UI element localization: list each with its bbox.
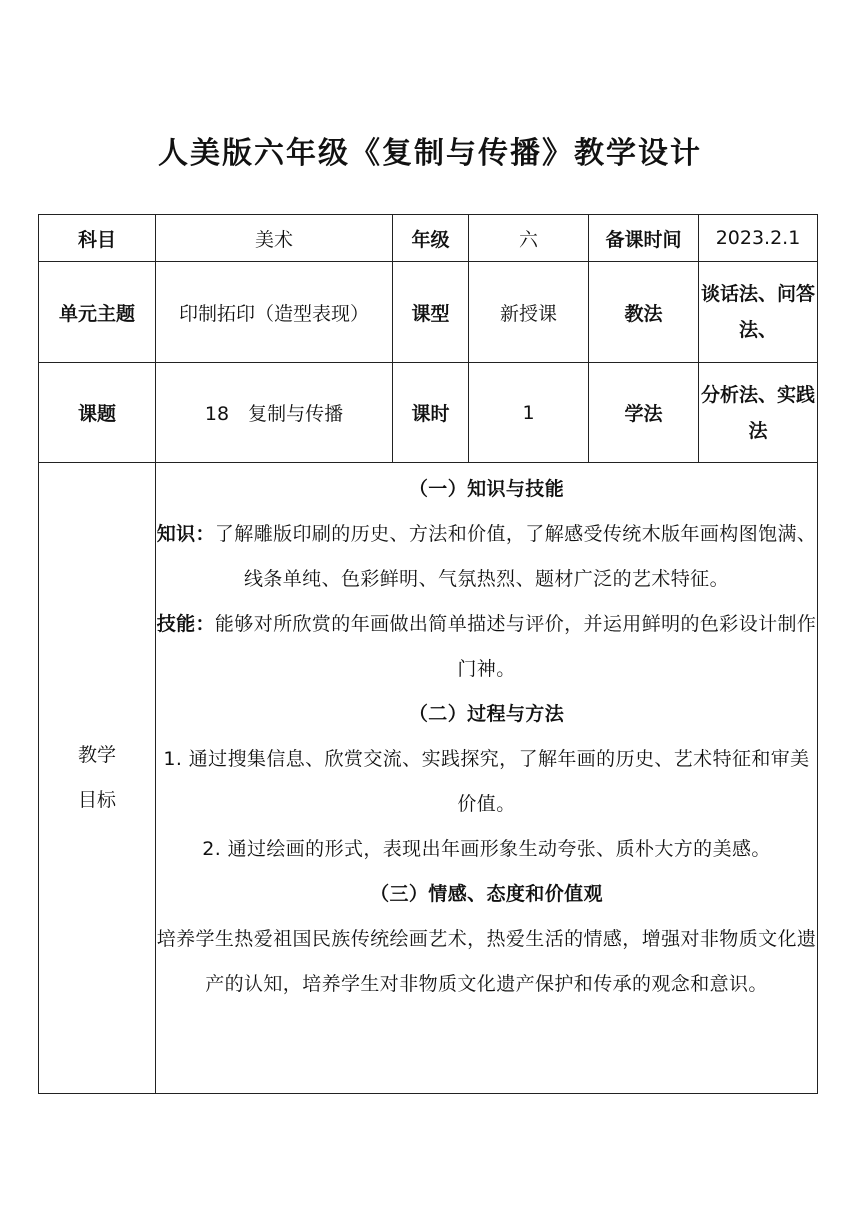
lesson-type-label: 课型 (393, 262, 469, 363)
table-row (39, 463, 818, 1094)
objectives-content-cell (156, 463, 818, 1094)
objectives-label-cell (39, 463, 156, 1094)
process-item-1: 1. 通过搜集信息、欣赏交流、实践探究，了解年画的历史、艺术特征和审美价值。 (163, 748, 810, 815)
process-item-2: 2. 通过绘画的形式，表现出年画形象生动夸张、质朴大方的美感。 (202, 838, 771, 860)
skill-paragraph (156, 602, 817, 692)
prep-time-label: 备课时间 (589, 215, 699, 262)
skill-label: 技能： (156, 613, 215, 635)
skill-text: 能够对所欣赏的年画做出简单描述与评价，并运用鲜明的色彩设计制作门神。 (214, 613, 817, 680)
unit-theme-label: 单元主题 (39, 262, 156, 363)
subject-label: 科目 (39, 215, 156, 262)
learning-method-value: 分析法、实践法 (699, 363, 818, 463)
subject-value: 美术 (156, 215, 393, 262)
section1-heading: （一）知识与技能 (408, 478, 565, 500)
class-hours-label: 课时 (393, 363, 469, 463)
table-row (39, 262, 818, 363)
class-hours-value: 1 (469, 363, 589, 463)
objectives-label-line1: 教学 (77, 744, 116, 766)
unit-theme-value: 印制拓印（造型表现） (156, 262, 393, 363)
teaching-method-label: 教法 (589, 262, 699, 363)
knowledge-paragraph (156, 512, 817, 602)
grade-value: 六 (469, 215, 589, 262)
teaching-method-value: 谈话法、问答法、 (699, 262, 818, 363)
lesson-type-value: 新授课 (469, 262, 589, 363)
objectives-label-line2: 目标 (77, 789, 116, 811)
knowledge-text: 了解雕版印刷的历史、方法和价值，了解感受传统木版年画构图饱满、线条单纯、色彩鲜明、气氛热烈、题材广泛的艺术特征。 (214, 523, 817, 590)
learning-method-label: 学法 (589, 363, 699, 463)
prep-time-value: 2023.2.1 (699, 215, 818, 262)
table-row (39, 363, 818, 463)
grade-label: 年级 (393, 215, 469, 262)
topic-value: 18 复制与传播 (156, 363, 393, 463)
knowledge-label: 知识： (156, 523, 215, 545)
document-title: 人美版六年级《复制与传播》教学设计 (158, 136, 702, 171)
section2-heading: （二）过程与方法 (408, 703, 565, 725)
lesson-info-table (38, 214, 818, 1094)
topic-label: 课题 (39, 363, 156, 463)
values-paragraph: 培养学生热爱祖国民族传统绘画艺术，热爱生活的情感，增强对非物质文化遗产的认知，培养学生对非物质文化遗产保护和传承的观念和意识。 (156, 928, 817, 995)
section3-heading: （三）情感、态度和价值观 (370, 883, 603, 905)
table-row (39, 215, 818, 262)
